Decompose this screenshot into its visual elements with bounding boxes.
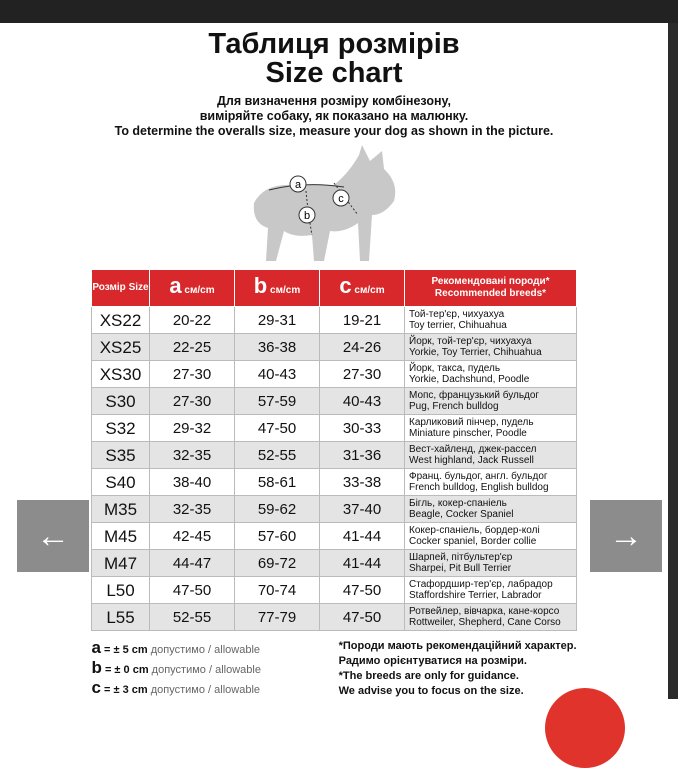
table-row: [92, 307, 577, 334]
label-c: c: [338, 193, 344, 205]
header-size: Розмір Size: [92, 270, 150, 307]
b-cell: 57-60: [235, 523, 320, 550]
b-cell: 40-43: [235, 361, 320, 388]
table-row: [92, 577, 577, 604]
subtitle-ua-1: Для визначення розміру комбінезону,: [217, 94, 451, 108]
c-cell: 24-26: [320, 334, 405, 361]
breeds-cell: Йорк, той-тер'єр, чихуахуа Yorkie, Toy Terrier, Chihuahua: [405, 334, 577, 361]
a-cell: 29-32: [150, 415, 235, 442]
table-header: [92, 270, 577, 307]
label-b: b: [303, 210, 311, 222]
label-a: a: [294, 179, 302, 191]
table-row: [92, 334, 577, 361]
a-cell: 27-30: [150, 361, 235, 388]
size-cell: M45: [92, 523, 150, 550]
tolerance-notes: [92, 639, 261, 699]
breeds-cell: Карликовий пінчер, пудель Miniature pinscher, Poodle: [405, 415, 577, 442]
size-chart-content: [0, 30, 668, 699]
c-cell: 30-33: [320, 415, 405, 442]
next-arrow-button[interactable]: →: [590, 500, 662, 572]
top-bar: [0, 0, 678, 23]
size-cell: XS22: [92, 307, 150, 334]
dog-measure-diagram: [234, 143, 434, 267]
breeds-cell: Бігль, кокер-спаніель Beagle, Cocker Spaniel: [405, 496, 577, 523]
c-cell: 19-21: [320, 307, 405, 334]
a-cell: 32-35: [150, 496, 235, 523]
b-cell: 58-61: [235, 469, 320, 496]
table-row: [92, 604, 577, 631]
table-row: [92, 388, 577, 415]
tolerance-c: c = ± 3 cm допустимо / allowable: [91, 678, 261, 697]
tolerance-a: a = ± 5 cm допустимо / allowable: [91, 638, 261, 657]
tolerance-b: b = ± 0 cm допустимо / allowable: [91, 658, 261, 677]
b-cell: 70-74: [235, 577, 320, 604]
c-cell: 47-50: [320, 604, 405, 631]
breeds-cell: Йорк, такса, пудель Yorkie, Dachshund, Poodle: [405, 361, 577, 388]
c-cell: 37-40: [320, 496, 405, 523]
breeds-cell: Шарпей, пітбультер'єр Sharpei, Pit Bull Terrier: [405, 550, 577, 577]
table-row: [92, 550, 577, 577]
size-cell: L55: [92, 604, 150, 631]
breeds-cell: Той-тер'єр, чихуахуа Toy terrier, Chihuahua: [405, 307, 577, 334]
a-cell: 32-35: [150, 442, 235, 469]
prev-arrow-button[interactable]: ←: [17, 500, 89, 572]
table-row: [92, 469, 577, 496]
size-table: [91, 269, 577, 631]
breeds-cell: Стафордшир-тер'єр, лабрадор Staffordshire Terrier, Labrador: [405, 577, 577, 604]
b-cell: 59-62: [235, 496, 320, 523]
c-cell: 27-30: [320, 361, 405, 388]
footnote: *Породи мають рекомендаційний характер. Радимо орієнтуватися на розміри. *The breeds are only for guidance. We advise you to focus on the size.: [338, 640, 577, 697]
title-en: Size chart: [265, 57, 403, 89]
breeds-cell: Вест-хайленд, джек-рассел West highland, Jack Russell: [405, 442, 577, 469]
c-cell: 31-36: [320, 442, 405, 469]
a-cell: 44-47: [150, 550, 235, 577]
table-row: [92, 415, 577, 442]
size-cell: L50: [92, 577, 150, 604]
b-cell: 77-79: [235, 604, 320, 631]
chat-button[interactable]: [545, 688, 625, 768]
size-cell: XS30: [92, 361, 150, 388]
b-cell: 36-38: [235, 334, 320, 361]
size-cell: M35: [92, 496, 150, 523]
size-cell: S30: [92, 388, 150, 415]
table-row: [92, 523, 577, 550]
title-ua: Таблиця розмірів: [208, 28, 460, 60]
header-breeds: Рекомендовані породи* Recommended breeds*: [405, 270, 577, 307]
size-cell: S35: [92, 442, 150, 469]
breeds-cell: Мопс, французький бульдог Pug, French bulldog: [405, 388, 577, 415]
dog-silhouette: [254, 145, 395, 261]
size-cell: S32: [92, 415, 150, 442]
size-cell: XS25: [92, 334, 150, 361]
b-cell: 69-72: [235, 550, 320, 577]
header-b: b см/cm: [235, 270, 320, 307]
b-cell: 29-31: [235, 307, 320, 334]
c-cell: 41-44: [320, 523, 405, 550]
breeds-cell: Кокер-спаніель, бордер-колі Cocker spaniel, Border collie: [405, 523, 577, 550]
scrollbar[interactable]: [668, 23, 678, 699]
c-cell: 47-50: [320, 577, 405, 604]
c-cell: 33-38: [320, 469, 405, 496]
breeds-cell: Франц. бульдог, англ. бульдог French bulldog, English bulldog: [405, 469, 577, 496]
a-cell: 20-22: [150, 307, 235, 334]
size-cell: M47: [92, 550, 150, 577]
a-cell: 47-50: [150, 577, 235, 604]
size-cell: S40: [92, 469, 150, 496]
table-row: [92, 442, 577, 469]
a-cell: 38-40: [150, 469, 235, 496]
c-cell: 41-44: [320, 550, 405, 577]
b-cell: 52-55: [235, 442, 320, 469]
header-c: c см/cm: [320, 270, 405, 307]
c-cell: 40-43: [320, 388, 405, 415]
breeds-cell: Ротвейлер, вівчарка, кане-корсо Rottweiler, Shepherd, Cane Corso: [405, 604, 577, 631]
a-cell: 52-55: [150, 604, 235, 631]
b-cell: 57-59: [235, 388, 320, 415]
bottom-notes: [92, 639, 577, 699]
a-cell: 27-30: [150, 388, 235, 415]
a-cell: 22-25: [150, 334, 235, 361]
table-row: [92, 361, 577, 388]
a-cell: 42-45: [150, 523, 235, 550]
header-a: a см/cm: [150, 270, 235, 307]
subtitle-ua-2: виміряйте собаку, як показано на малюнку.: [199, 109, 469, 123]
table-row: [92, 496, 577, 523]
b-cell: 47-50: [235, 415, 320, 442]
subtitle-en: To determine the overalls size, measure your dog as shown in the picture.: [114, 124, 554, 138]
